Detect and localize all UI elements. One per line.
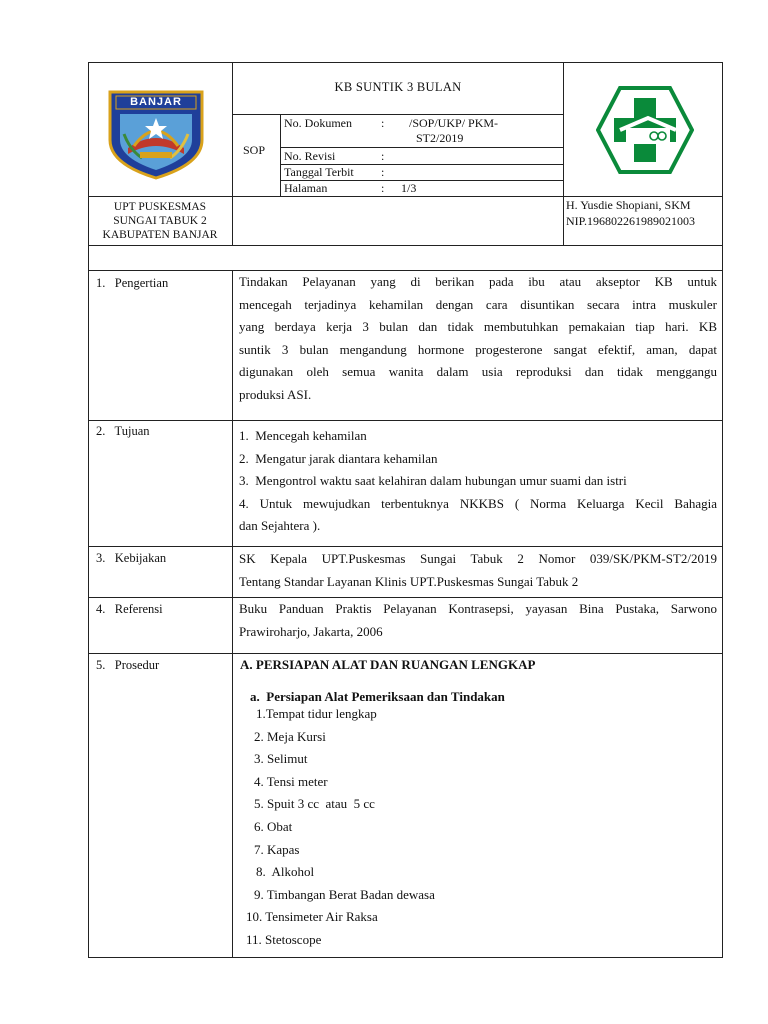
list-item: 7. Kapas: [254, 841, 300, 857]
list-item: 8. Alkohol: [256, 864, 315, 880]
sop-label: SOP: [243, 143, 266, 157]
prosedur-subheading: a. Persiapan Alat Pemeriksaan dan Tindakan: [250, 689, 505, 704]
list-item: 9. Timbangan Berat Badan dewasa: [254, 886, 435, 902]
list-item: 2. Meja Kursi: [254, 728, 326, 744]
list-item: 3. Mengontrol waktu saat kelahiran dalam hubungan umur suami dan istri: [239, 473, 627, 489]
list-item: 4. Tensi meter: [254, 773, 328, 789]
section-label-tujuan: 2. Tujuan: [96, 424, 150, 438]
tujuan-list: [239, 425, 717, 538]
list-item: 1. Mencegah kehamilan: [239, 428, 367, 443]
section-label-pengertian: 1. Pengertian: [96, 276, 169, 290]
list-item: 11. Stetoscope: [246, 931, 322, 947]
divider: [88, 653, 723, 654]
document-title: KB SUNTIK 3 BULAN: [334, 80, 462, 94]
kebijakan-line: SK Kepala UPT.Puskesmas Sungai Tabuk 2 Nomor 039/SK/PKM-ST2/2019: [239, 551, 717, 566]
list-item: 10. Tensimeter Air Raksa: [246, 909, 378, 925]
field-label-tanggal-terbit: Tanggal Terbit: [284, 165, 354, 179]
field-colon: :: [381, 181, 385, 195]
kebijakan-text: [239, 548, 717, 593]
field-value-no-dokumen: /SOP/UKP/ PKM-: [409, 116, 499, 130]
divider: [280, 147, 564, 148]
section-label-prosedur: 5. Prosedur: [96, 658, 160, 672]
field-label-halaman: Halaman: [284, 181, 328, 195]
field-value-halaman: 1/3: [401, 181, 417, 195]
table-border-top: [88, 62, 723, 63]
divider: [88, 420, 723, 421]
signer-nip: NIP.196802261989021003: [566, 214, 696, 228]
divider: [88, 245, 723, 246]
field-label-no-dokumen: No. Dokumen: [284, 116, 352, 130]
section-label-referensi: 4. Referensi: [96, 602, 163, 616]
divider: [88, 546, 723, 547]
pengertian-line: suntik 3 bulan mengandung hormone progesterone sangat efektif, aman, dapat: [239, 341, 717, 357]
divider: [232, 270, 233, 958]
list-item: 2. Mengatur jarak diantara kehamilan: [239, 450, 438, 466]
kebijakan-line: Tentang Standar Layanan Klinis UPT.Puskesmas Sungai Tabuk 2: [239, 573, 579, 589]
referensi-text: [239, 598, 717, 643]
pengertian-line: yang berdaya kerja 3 bulan dan tidak membutuhkan pemakaian tiap hari. KB: [239, 319, 717, 335]
field-value-no-dokumen-cont: ST2/2019: [416, 131, 464, 145]
list-item: 4. Untuk mewujudkan terbentuknya NKKBS ( Norma Keluarga Kecil Bahagia: [239, 495, 717, 511]
list-item: 5. Spuit 3 cc atau 5 cc: [254, 796, 375, 812]
table-border-bottom: [88, 957, 723, 958]
field-label-no-revisi: No. Revisi: [284, 149, 336, 163]
list-item: 3. Selimut: [254, 751, 308, 767]
banjar-logo: [106, 88, 206, 180]
pengertian-text: [239, 271, 717, 407]
referensi-line: Prawiroharjo, Jakarta, 2006: [239, 623, 383, 639]
divider: [88, 196, 723, 197]
field-colon: :: [381, 165, 385, 179]
list-item: dan Sejahtera ).: [239, 518, 321, 534]
pengertian-line: digunakan oleh semua wanita dalam usia reproduksi dan tidak menggangu: [239, 364, 717, 380]
puskesmas-logo: [596, 84, 694, 176]
list-item: 6. Obat: [254, 818, 293, 834]
org-line-2: SUNGAI TABUK 2: [113, 215, 207, 227]
prosedur-list: [239, 703, 539, 952]
prosedur-heading: A. PERSIAPAN ALAT DAN RUANGAN LENGKAP: [240, 657, 536, 672]
referensi-line: Buku Panduan Praktis Pelayanan Kontrasepsi, yayasan Bina Pustaka, Sarwono: [239, 601, 717, 616]
logo-left-text: BANJAR: [130, 96, 182, 108]
list-item: 1.Tempat tidur lengkap: [256, 706, 377, 721]
field-colon: :: [381, 116, 385, 130]
divider: [280, 114, 281, 196]
org-line-1: UPT PUSKESMAS: [113, 201, 207, 213]
section-label-kebijakan: 3. Kebijakan: [96, 551, 167, 565]
org-line-3: KABUPATEN BANJAR: [102, 229, 218, 241]
pengertian-line: mencegah terjadinya kehamilan dengan cara disuntikan secara intra muskuler: [239, 296, 717, 312]
divider: [232, 114, 564, 115]
signer-name: H. Yusdie Shopiani, SKM: [566, 198, 691, 212]
pengertian-line: produksi ASI.: [239, 386, 312, 402]
pengertian-line: Tindakan Pelayanan yang di berikan pada ibu atau akseptor KB untuk: [239, 274, 717, 289]
field-colon: :: [381, 149, 385, 163]
